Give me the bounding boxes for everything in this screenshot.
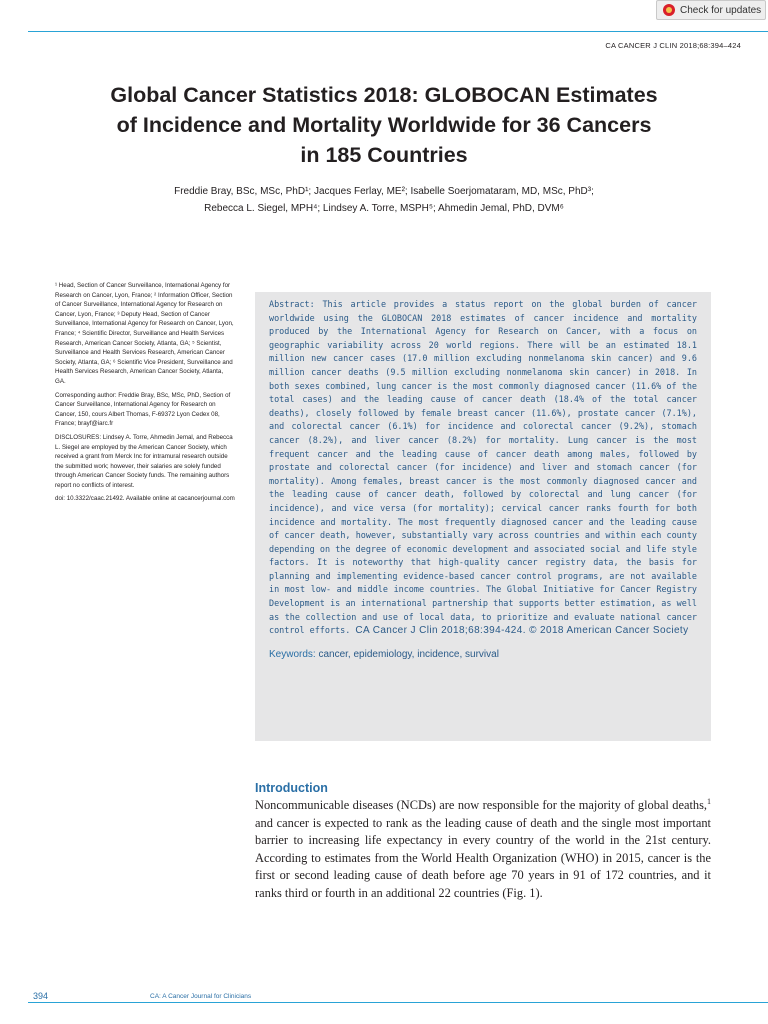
abstract-citation: CA Cancer J Clin 2018;68:394-424. © 2018 American Cancer Society <box>355 625 689 637</box>
intro-text-part: Noncommunicable diseases (NCDs) are now responsible for the majority of global deaths, <box>255 798 707 812</box>
author-line: Freddie Bray, BSc, MSc, PhD¹; Jacques Ferlay, ME²; Isabelle Soerjomataram, MD, MSc, PhD³; <box>174 186 594 197</box>
journal-citation-header: CA CANCER J CLIN 2018;68:394–424 <box>605 41 741 50</box>
title-line: Global Cancer Statistics 2018: GLOBOCAN Estimates <box>110 83 658 107</box>
title-line: of Incidence and Mortality Worldwide for 36 Cancers <box>116 113 652 137</box>
affiliation-list: ¹ Head, Section of Cancer Surveillance, International Agency for Research on Cancer, Lyon, France; ² Information Officer, Section of Cancer Surveillance, International Agency for Research on Cancer, Lyon, France; ³ Deputy Head, Section of Cancer Surveillance, International Agency for Research on Cancer, Lyon, France; ⁴ Scientific Director, Surveillance and Health Services Research, American Cancer Society, Atlanta, GA; ⁵ Scientist, Surveillance and Health Services Research, American Cancer Society, Atlanta, GA; ⁶ Scientific Vice President, Surveillance and Health Services Research, American Cancer Society, Atlanta, GA. <box>55 282 234 385</box>
article-title <box>40 80 728 170</box>
abstract-box <box>255 292 711 741</box>
check-for-updates-button[interactable] <box>656 0 766 20</box>
affiliations-sidebar <box>55 281 235 508</box>
footer-journal-name: CA: A Cancer Journal for Clinicians <box>150 993 252 1000</box>
keywords <box>269 649 697 660</box>
keywords-list: cancer, epidemiology, incidence, survival <box>318 648 499 660</box>
doi-link[interactable]: doi: 10.3322/caac.21492. Available online at cacancerjournal.com <box>55 495 235 503</box>
abstract-text <box>269 298 697 638</box>
header-divider <box>28 31 768 32</box>
footer-divider <box>28 1002 768 1003</box>
crossmark-icon <box>663 4 675 16</box>
disclosures: DISCLOSURES: Lindsey A. Torre, Ahmedin Jemal, and Rebecca L. Siegel are employed by the American Cancer Society, which received a grant from Merck Inc for intramural research outside the submitted work; however, their salaries are solely funded through American Cancer Society funds. The remaining authors report no conflicts of interest. <box>55 433 233 489</box>
abstract-body: Abstract: This article provides a status report on the global burden of cancer worldwide using the GLOBOCAN 2018 estimates of cancer incidence and mortality produced by the International Agency for Research on Cancer, with a focus on geographic variability across 20 world regions. There will be an estimated 18.1 million new cancer cases (17.0 million excluding nonmelanoma skin cancer) and 9.6 million cancer deaths (9.5 million excluding nonmelanoma skin cancer) in 2018. In both sexes combined, lung cancer is the most commonly diagnosed cancer (11.6% of the total cases) and the leading cause of cancer death (18.4% of the total cancer deaths), closely followed by female breast cancer (11.6%), prostate cancer (7.1%), and colorectal cancer (6.1%) for incidence and colorectal cancer (9.2%), stomach cancer (8.2%), and liver cancer (8.2%) for mortality. Lung cancer is the most frequent cancer and the leading cause of cancer death among males, followed by prostate and colorectal cancer (for incidence) and liver and stomach cancer (for mortality). Among females, breast cancer is the most commonly diagnosed cancer and the leading cause of cancer death, followed by colorectal and lung cancer (for incidence), and vice versa (for mortality); cervical cancer ranks fourth for both incidence and mortality. The most frequently diagnosed cancer and the leading cause of cancer death, however, substantially vary across countries and within each county depending on the degree of economic development and associated social and life style factors. It is noteworthy that high-quality cancer registry data, the basis for planning and implementing evidence-based cancer control programs, are not available in most low- and middle income countries. The Global Initiative for Cancer Registry Development is an international partnership that supports better estimation, as well as the collection and use of local data, to prioritize and evaluate national cancer control efforts. <box>269 299 697 636</box>
author-line: Rebecca L. Siegel, MPH⁴; Lindsey A. Torre, MSPH⁵; Ahmedin Jemal, PhD, DVM⁶ <box>204 203 564 214</box>
reference-link[interactable]: 1 <box>707 796 711 806</box>
section-heading-introduction: Introduction <box>255 781 328 795</box>
author-list <box>60 183 708 217</box>
keywords-label: Keywords: <box>269 648 316 660</box>
intro-text-part: and cancer is expected to rank as the leading cause of death and the single most important barrier to increasing life expectancy in every country of the world in the 21st century. According to estimates from the World Health Organization (WHO) in 2015, cancer is the first or second leading cause of death before age 70 years in 91 of 172 countries, and it ranks third or fourth in an additional 22 countries (Fig. 1). <box>255 815 711 900</box>
page-number: 394 <box>33 991 49 1001</box>
title-line: in 185 Countries <box>300 143 468 167</box>
check-for-updates-label: Check for updates <box>680 4 762 16</box>
introduction-paragraph <box>255 797 711 903</box>
corresponding-author: Corresponding author: Freddie Bray, BSc, MSc, PhD, Section of Cancer Surveillance, International Agency for Research on Cancer, 150, cours Albert Thomas, F-69372 Lyon Cedex 08, France; brayf@iarc.fr <box>55 391 231 428</box>
